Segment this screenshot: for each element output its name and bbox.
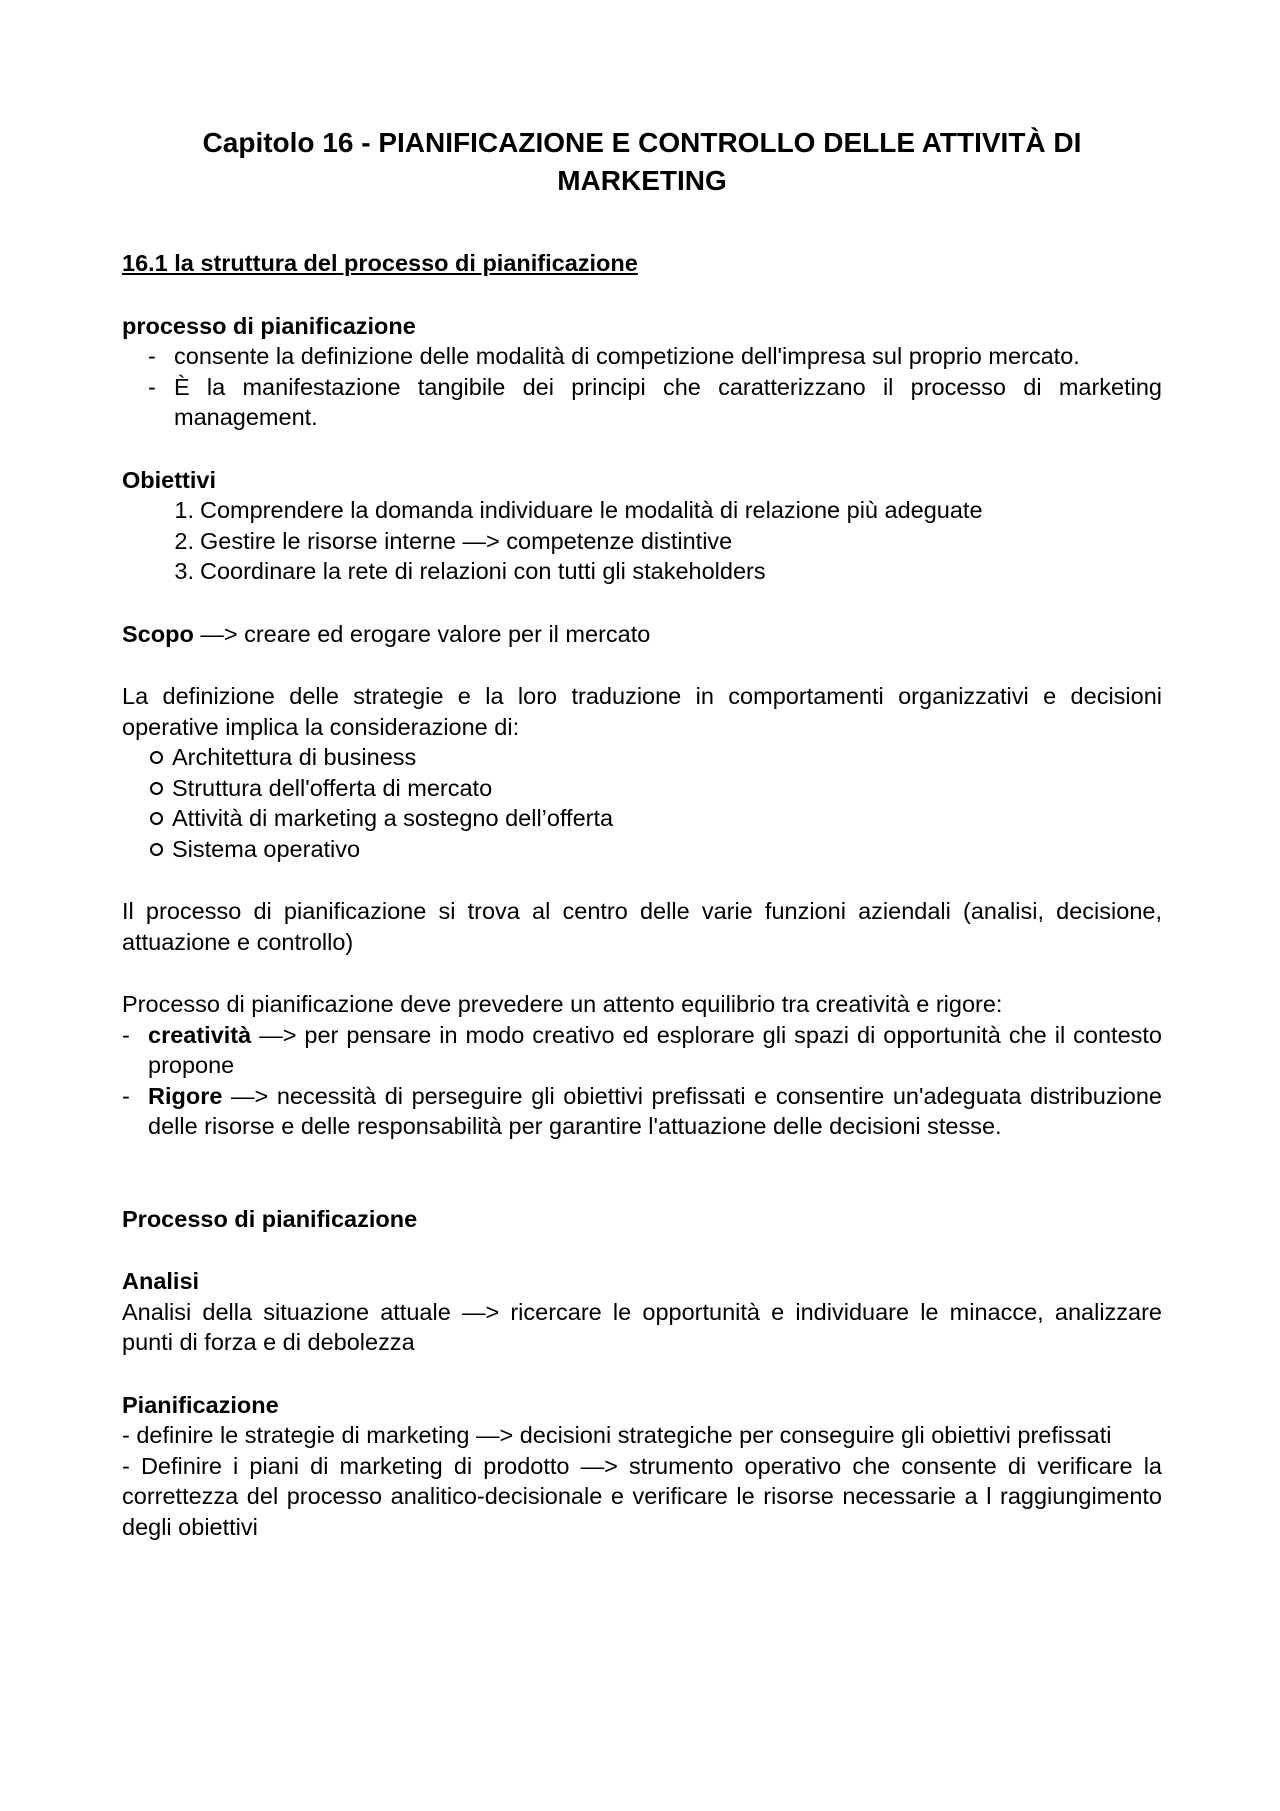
definizione-paragraph: La definizione delle strategie e la loro traduzione in comportamenti organizzativi e decisioni operative implica la considerazione di: <box>122 683 1162 740</box>
pianificazione-line: - definire le strategie di marketing —> decisioni strategiche per conseguire gli obiettivi prefissati <box>122 1422 1112 1448</box>
rigore-label: Rigore <box>148 1082 223 1109</box>
list-number: 1. <box>174 497 194 523</box>
title-line-2: MARKETING <box>557 165 727 196</box>
definizione-block <box>122 681 1162 864</box>
list-item: - È la manifestazione tangibile dei principi che caratterizzano il processo di marketing management. <box>148 373 1162 430</box>
pianificazione-heading: Pianificazione <box>122 1391 279 1418</box>
dash-bullet: - <box>122 1082 130 1109</box>
circle-bullet-icon <box>150 782 163 795</box>
list-item: Architettura di business <box>122 742 1162 773</box>
dash-bullet: - <box>148 343 156 369</box>
processo-list <box>122 341 1162 433</box>
list-number: 3. <box>174 558 194 584</box>
obiettivi-block <box>122 465 1162 587</box>
scopo-paragraph: Scopo —> creare ed erogare valore per il mercato <box>122 620 651 647</box>
equilibrio-block <box>122 989 1162 1142</box>
list-item: - creatività —> per pensare in modo creativo ed esplorare gli spazi di opportunità che il contesto propone <box>122 1021 1162 1078</box>
centro-block <box>122 896 1162 957</box>
scopo-block <box>122 619 1162 650</box>
list-item: - Rigore —> necessità di perseguire gli obiettivi prefissati e consentire un'adeguata distribuzione delle risorse e delle responsabilità per garantire l'attuazione delle decisioni stesse. <box>122 1082 1162 1139</box>
obiettivi-list <box>122 495 1162 587</box>
obiettivi-heading: Obiettivi <box>122 466 217 493</box>
creativita-label: creatività <box>148 1021 252 1048</box>
title-chapter-name: PIANIFICAZIONE E CONTROLLO DELLE ATTIVITÀ DI <box>378 127 1082 158</box>
circle-bullet-icon <box>150 843 163 856</box>
centro-paragraph: Il processo di pianificazione si trova al centro delle varie funzioni aziendali (analisi, decisione, attuazione e controllo) <box>122 898 1162 955</box>
processo2-heading: Processo di pianificazione <box>122 1205 418 1232</box>
processo2-block <box>122 1204 1162 1235</box>
list-number: 2. <box>174 527 194 554</box>
list-item: Sistema operativo <box>122 834 1162 865</box>
analisi-block <box>122 1266 1162 1358</box>
title-line-1 <box>162 124 1122 162</box>
list-item: Struttura dell'offerta di mercato <box>122 773 1162 804</box>
scopo-label: Scopo <box>122 620 194 647</box>
processo-heading: processo di pianificazione <box>122 312 416 339</box>
list-item: 3. Coordinare la rete di relazioni con tutti gli stakeholders <box>122 556 1162 587</box>
page-title <box>162 124 1122 200</box>
pianificazione-line: - Definire i piani di marketing di prodotto —> strumento operativo che consente di verificare la correttezza del processo analitico-decisionale e verificare le risorse necessarie a l raggiungimento degli obiettivi <box>122 1452 1162 1540</box>
list-item: 1. Comprendere la domanda individuare le modalità di relazione più adeguate <box>122 495 1162 526</box>
pianificazione-block <box>122 1390 1162 1543</box>
title-chapter-number: Capitolo 16 - <box>202 127 379 158</box>
definizione-list <box>122 742 1162 864</box>
analisi-heading: Analisi <box>122 1268 200 1294</box>
equilibrio-intro: Processo di pianificazione deve prevedere un attento equilibrio tra creatività e rigore: <box>122 991 1003 1017</box>
analisi-paragraph: Analisi della situazione attuale —> ricercare le opportunità e individuare le minacce, analizzare punti di forza e di debolezza <box>122 1298 1162 1355</box>
section-heading: 16.1 la struttura del processo di pianificazione <box>122 250 638 276</box>
list-item: 2. Gestire le risorse interne —> competenze distintive <box>122 526 1162 557</box>
circle-bullet-icon <box>150 812 163 825</box>
dash-bullet: - <box>122 1021 130 1048</box>
dash-bullet: - <box>148 373 156 400</box>
processo-block <box>122 311 1162 433</box>
list-item: - consente la definizione delle modalità di competizione dell'impresa sul proprio mercato. <box>122 341 1162 372</box>
equilibrio-list <box>122 1020 1162 1142</box>
list-item: Attività di marketing a sostegno dell’offerta <box>122 803 1162 834</box>
circle-bullet-icon <box>150 751 163 764</box>
